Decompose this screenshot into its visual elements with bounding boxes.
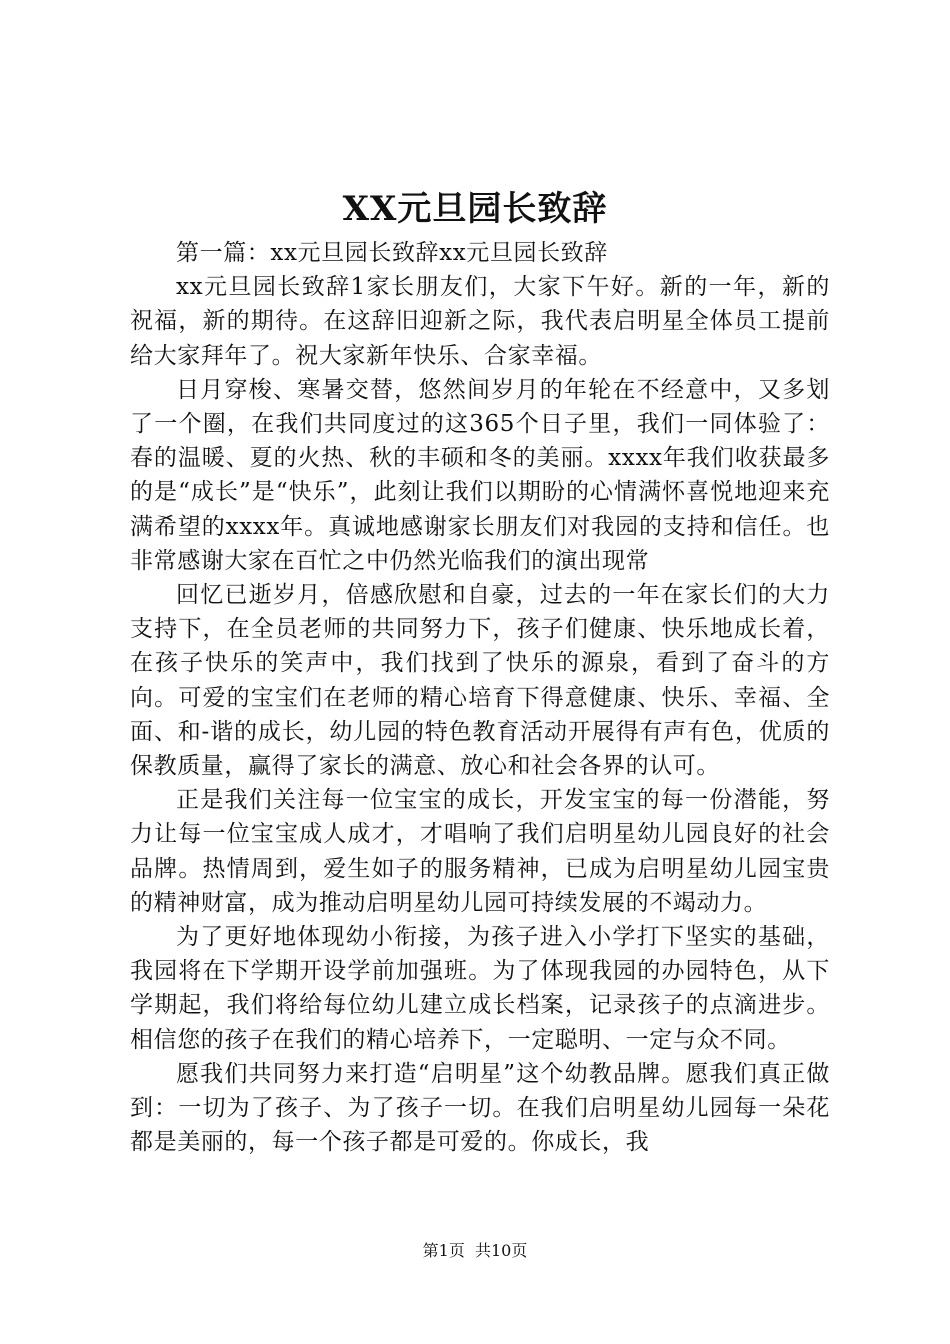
paragraph: xx元旦园长致辞1家长朋友们，大家下午好。新的一年，新的祝福，新的期待。在这辞旧迎新之际，我代表启明星全体员工提前给大家拜年了。祝大家新年快乐、合家幸福。: [130, 274, 830, 369]
paragraph: 愿我们共同努力来打造“启明星”这个幼教品牌。愿我们真正做到：一切为了孩子、为了孩子一切。在我们启明星幼儿园每一朵花都是美丽的，每一个孩子都是可爱的。你成长，我: [130, 1060, 830, 1156]
page-footer: 第1页 共10页: [422, 1241, 528, 1260]
paragraph: 为了更好地体现幼小衔接，为孩子进入小学打下坚实的基础，我园将在下学期开设学前加强班。为了体现我园的办园特色，从下学期起，我们将给每位幼儿建立成长档案，记录孩子的点滴进步。相信您的孩子在我们的精心培养下，一定聪明、一定与众不同。: [130, 924, 830, 1053]
paragraph: 正是我们关注每一位宝宝的成长，开发宝宝的每一份潜能，努力让每一位宝宝成人成才，才唱响了我们启明星幼儿园良好的社会品牌。热情周到，爱生如子的服务精神，已成为启明星幼儿园宝贵的精神财富，成为推动启明星幼儿园可持续发展的不竭动力。: [130, 787, 830, 916]
paragraph: 日月穿梭、寒暑交替，悠然间岁月的年轮在不经意中，又多划了一个圈，在我们共同度过的这365个日子里，我们一同体验了：春的温暖、夏的火热、秋的丰硕和冬的美丽。xxxx年我们收获最多的是“成长”是“快乐”，此刻让我们以期盼的心情满怀喜悦地迎来充满希望的xxxx年。真诚地感谢家长朋友们对我园的支持和信任。也非常感谢大家在百忙之中仍然光临我们的演出现常: [130, 376, 830, 574]
paragraph: 回忆已逝岁月，倍感欣慰和自豪，过去的一年在家长们的大力支持下，在全员老师的共同努力下，孩子们健康、快乐地成长着，在孩子快乐的笑声中，我们找到了快乐的源泉，看到了奋斗的方向。可爱的宝宝们在老师的精心培育下得意健康、快乐、幸福、全面、和-谐的成长，幼儿园的特色教育活动开展得有声有色，优质的保教质量，赢得了家长的满意、放心和社会各界的认可。: [130, 582, 830, 780]
document-title: XX元旦园长致辞: [342, 189, 608, 229]
paragraph: 第一篇：xx元旦园长致辞xx元旦园长致辞: [176, 240, 608, 266]
document-body: [130, 236, 830, 1159]
